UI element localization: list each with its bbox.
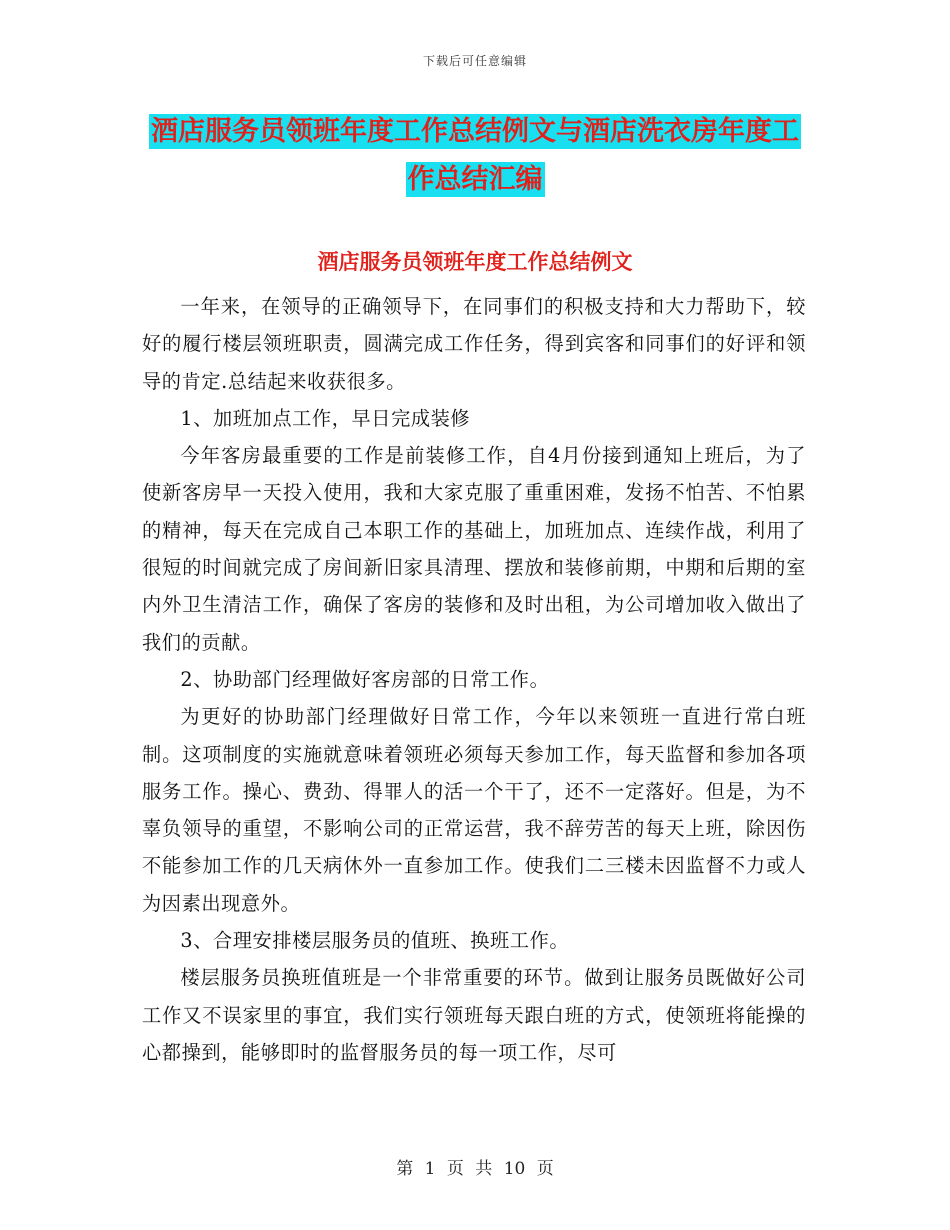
paragraph-heading-3: 3、合理安排楼层服务员的值班、换班工作。 <box>180 929 570 953</box>
paragraph-intro: 一年来，在领导的正确领导下，在同事们的积极支持和大力帮助下，较好的履行楼层领班职责，圆满完成工作任务，得到宾客和同事们的好评和领导的肯定.总结起来收获很多。 <box>142 295 806 393</box>
page-number-footer: 第 1 页 共 10 页 <box>396 1159 554 1179</box>
document-body <box>142 288 806 1071</box>
paragraph-daily-work: 为更好的协助部门经理做好日常工作，今年以来领班一直进行常白班制。这项制度的实施就意味着领班必须每天参加工作，每天监督和参加各项服务工作。操心、费劲、得罪人的活一个干了，还不一定落好。但是，为不辜负领导的重望，不影响公司的正常运营，我不辞劳苦的每天上班，除因伤不能参加工作的几天病休外一直参加工作。使我们二三楼未因监督不力或人为因素出现意外。 <box>142 705 806 915</box>
paragraph-heading-1: 1、加班加点工作，早日完成装修 <box>180 406 471 430</box>
page-header-note: 下载后可任意编辑 <box>422 54 527 68</box>
paragraph-renovation: 今年客房最重要的工作是前装修工作，自4月份接到通知上班后，为了使新客房早一天投入使用，我和大家克服了重重困难，发扬不怕苦、不怕累的精神，每天在完成自己本职工作的基础上，加班加点、连续作战，利用了很短的时间就完成了房间新旧家具清理、摆放和装修前期，中期和后期的室内外卫生清洁工作，确保了客房的装修和及时出租，为公司增加收入做出了我们的贡献。 <box>142 444 806 654</box>
document-title <box>140 108 810 204</box>
section-title: 酒店服务员领班年度工作总结例文 <box>317 249 633 274</box>
paragraph-shift-arrangement: 楼层服务员换班值班是一个非常重要的环节。做到让服务员既做好公司工作又不误家里的事宜，我们实行领班每天跟白班的方式，使领班将能操的心都操到，能够即时的监督服务员的每一项工作，尽可 <box>142 966 806 1064</box>
paragraph-heading-2: 2、协助部门经理做好客房部的日常工作。 <box>180 667 550 691</box>
document-title-text: 酒店服务员领班年度工作总结例文与酒店洗衣房年度工作总结汇编 <box>151 116 799 195</box>
